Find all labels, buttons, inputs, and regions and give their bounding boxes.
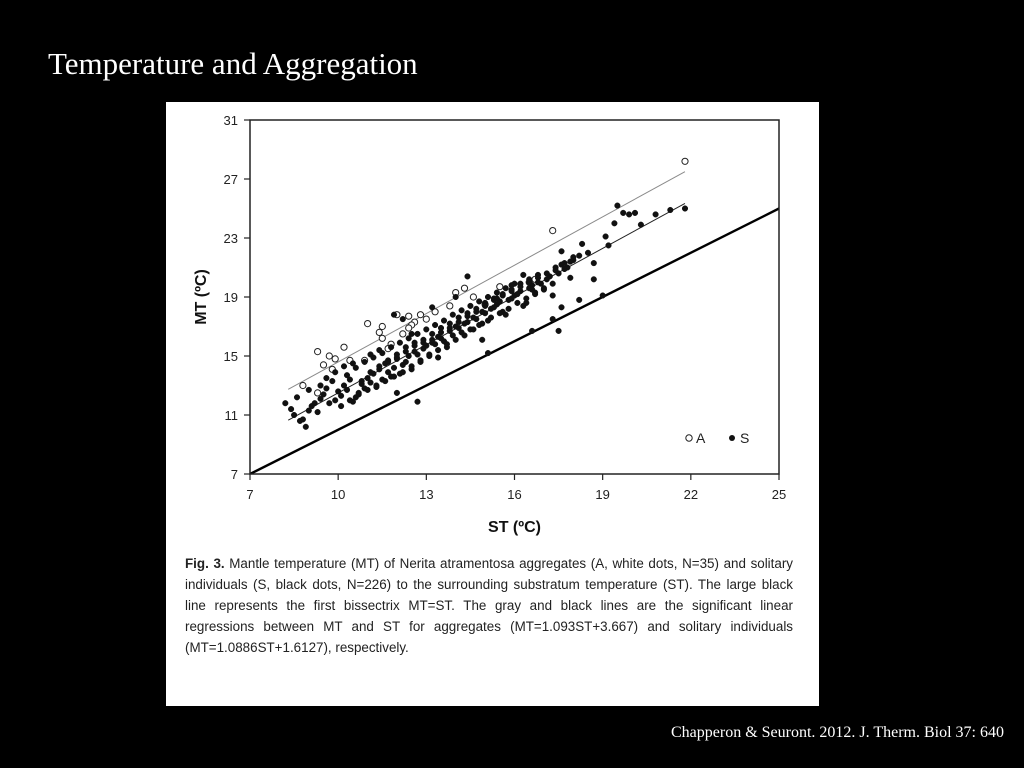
data-point-s bbox=[468, 303, 474, 309]
data-point-s bbox=[432, 322, 438, 328]
citation: Chapperon & Seuront. 2012. J. Therm. Biol 37: 640 bbox=[670, 724, 1004, 741]
data-point-s bbox=[412, 343, 418, 349]
chart-points-layer bbox=[283, 158, 689, 429]
data-point-s bbox=[515, 300, 521, 306]
x-tick-label: 10 bbox=[330, 487, 346, 502]
data-point-s bbox=[562, 266, 568, 272]
data-point-s bbox=[409, 331, 415, 337]
legend-a-label: A bbox=[696, 430, 706, 446]
data-point-s bbox=[541, 285, 547, 291]
data-point-s bbox=[479, 337, 485, 343]
data-point-s bbox=[568, 275, 574, 281]
data-point-s bbox=[394, 390, 400, 396]
legend-s-label: S bbox=[740, 430, 750, 446]
legend-a-marker bbox=[686, 435, 692, 441]
data-point-s bbox=[529, 287, 535, 293]
data-point-s bbox=[306, 387, 312, 393]
data-point-s bbox=[606, 243, 612, 249]
data-point-s bbox=[509, 288, 515, 294]
x-tick-label: 13 bbox=[419, 487, 434, 502]
data-point-s bbox=[600, 293, 606, 299]
data-point-s bbox=[632, 210, 638, 216]
data-point-a bbox=[320, 362, 326, 368]
data-point-s bbox=[368, 352, 374, 358]
data-point-s bbox=[488, 315, 494, 321]
figure-caption bbox=[185, 553, 793, 658]
data-point-s bbox=[421, 340, 427, 346]
data-point-s bbox=[615, 203, 621, 209]
data-point-s bbox=[579, 241, 585, 247]
data-point-s bbox=[291, 412, 297, 418]
data-point-s bbox=[612, 221, 618, 227]
y-tick-label: 27 bbox=[223, 172, 238, 187]
data-point-a bbox=[332, 356, 338, 362]
data-point-a bbox=[550, 228, 556, 234]
x-tick-label: 25 bbox=[771, 487, 787, 502]
data-point-a bbox=[461, 285, 467, 291]
data-point-s bbox=[479, 309, 485, 315]
data-point-s bbox=[377, 347, 383, 353]
data-point-s bbox=[465, 313, 471, 319]
chart-lines-layer bbox=[250, 172, 779, 474]
data-point-s bbox=[474, 316, 480, 322]
data-point-s bbox=[571, 254, 577, 260]
data-point-s bbox=[391, 312, 397, 318]
data-point-s bbox=[385, 359, 391, 365]
data-point-s bbox=[620, 210, 626, 216]
data-point-s bbox=[441, 318, 447, 324]
data-point-s bbox=[526, 280, 532, 286]
data-point-s bbox=[503, 312, 509, 318]
data-point-s bbox=[309, 403, 315, 409]
data-point-s bbox=[294, 395, 300, 401]
data-point-a bbox=[341, 344, 347, 350]
data-point-s bbox=[485, 294, 491, 300]
data-point-s bbox=[382, 378, 388, 384]
x-axis-label: ST (ºC) bbox=[488, 519, 541, 536]
data-point-s bbox=[374, 383, 380, 389]
data-point-s bbox=[591, 260, 597, 266]
data-point-a bbox=[326, 353, 332, 359]
data-point-s bbox=[559, 249, 565, 255]
data-point-a bbox=[682, 158, 688, 164]
data-point-s bbox=[456, 325, 462, 331]
data-point-s bbox=[347, 398, 353, 404]
data-point-s bbox=[400, 316, 406, 322]
data-point-s bbox=[494, 296, 500, 302]
data-point-s bbox=[444, 341, 450, 347]
data-point-s bbox=[576, 253, 582, 259]
data-point-s bbox=[509, 296, 515, 302]
data-point-s bbox=[462, 321, 468, 327]
data-point-a bbox=[379, 335, 385, 341]
caption-lead: Fig. 3. bbox=[185, 556, 225, 571]
data-point-a bbox=[470, 294, 476, 300]
data-point-s bbox=[338, 403, 344, 409]
data-point-s bbox=[403, 359, 409, 365]
data-point-s bbox=[303, 424, 309, 430]
data-point-s bbox=[321, 392, 327, 398]
data-point-a bbox=[376, 329, 382, 335]
data-point-s bbox=[482, 303, 488, 309]
data-point-s bbox=[435, 355, 441, 361]
data-point-s bbox=[485, 350, 491, 356]
y-tick-label: 19 bbox=[223, 290, 238, 305]
data-point-s bbox=[344, 372, 350, 378]
data-point-s bbox=[409, 364, 415, 370]
data-point-s bbox=[377, 364, 383, 370]
data-point-s bbox=[529, 328, 535, 334]
data-point-a bbox=[300, 382, 306, 388]
data-point-s bbox=[491, 305, 497, 311]
data-point-s bbox=[562, 260, 568, 266]
data-point-s bbox=[638, 222, 644, 228]
data-point-s bbox=[341, 364, 347, 370]
data-point-a bbox=[365, 321, 371, 327]
data-point-s bbox=[476, 299, 482, 305]
x-tick-label: 7 bbox=[246, 487, 254, 502]
data-point-s bbox=[550, 281, 556, 287]
data-point-s bbox=[447, 325, 453, 331]
data-point-a bbox=[423, 316, 429, 322]
data-point-s bbox=[391, 365, 397, 371]
data-point-s bbox=[394, 355, 400, 361]
data-point-s bbox=[668, 207, 674, 213]
data-point-s bbox=[515, 291, 521, 297]
data-point-s bbox=[332, 398, 338, 404]
data-point-s bbox=[365, 387, 371, 393]
data-point-s bbox=[415, 399, 421, 405]
data-point-s bbox=[506, 306, 512, 312]
data-point-s bbox=[315, 409, 321, 415]
data-point-s bbox=[338, 393, 344, 399]
data-point-s bbox=[450, 312, 456, 318]
y-tick-label: 23 bbox=[223, 231, 238, 246]
data-point-s bbox=[462, 333, 468, 339]
caption-text: Mantle temperature (MT) of Nerita atramentosa aggregates (A, white dots, N=35) and solitary individuals (S, black dots, N=226) to the surrounding substratum temperature (ST). The large black line represents the first bissectrix MT=ST. The gray and black lines are the significant linear regressions between MT and ST for aggregates (MT=1.093ST+3.667) and solitary individuals (MT=1.0886ST+1.6127), respectively. bbox=[185, 556, 793, 655]
data-point-s bbox=[421, 346, 427, 352]
data-point-s bbox=[391, 374, 397, 380]
y-axis-label: MT (ºC) bbox=[193, 269, 210, 325]
data-point-a bbox=[406, 313, 412, 319]
data-point-s bbox=[429, 331, 435, 337]
data-point-s bbox=[556, 271, 562, 277]
data-point-s bbox=[438, 330, 444, 336]
data-point-s bbox=[453, 294, 459, 300]
data-point-s bbox=[438, 336, 444, 342]
x-tick-label: 19 bbox=[595, 487, 610, 502]
scatter-chart bbox=[166, 102, 819, 552]
data-point-s bbox=[332, 369, 338, 375]
data-point-s bbox=[521, 272, 527, 278]
data-point-s bbox=[368, 369, 374, 375]
figure-panel bbox=[166, 102, 819, 706]
data-point-s bbox=[359, 378, 365, 384]
data-point-s bbox=[553, 265, 559, 271]
slide-title: Temperature and Aggregation bbox=[48, 46, 418, 81]
data-point-s bbox=[330, 378, 336, 384]
data-point-s bbox=[459, 308, 465, 314]
data-point-s bbox=[653, 212, 659, 218]
x-tick-label: 16 bbox=[507, 487, 522, 502]
data-point-a bbox=[315, 349, 321, 355]
data-point-s bbox=[283, 400, 289, 406]
data-point-a bbox=[379, 323, 385, 329]
y-tick-label: 11 bbox=[224, 408, 238, 423]
data-point-s bbox=[544, 277, 550, 283]
x-tick-label: 22 bbox=[683, 487, 699, 502]
data-point-a bbox=[400, 331, 406, 337]
data-point-s bbox=[318, 383, 324, 389]
data-point-s bbox=[344, 387, 350, 393]
data-point-s bbox=[456, 319, 462, 325]
data-point-s bbox=[585, 250, 591, 256]
data-point-s bbox=[591, 277, 597, 283]
data-point-s bbox=[300, 417, 306, 423]
data-point-a bbox=[417, 312, 423, 318]
data-point-s bbox=[397, 340, 403, 346]
data-point-s bbox=[509, 282, 515, 288]
data-point-s bbox=[471, 327, 477, 333]
legend-s-marker bbox=[729, 435, 735, 441]
y-tick-label: 7 bbox=[230, 467, 238, 482]
data-point-s bbox=[524, 296, 530, 302]
data-point-s bbox=[427, 352, 433, 358]
data-point-s bbox=[350, 361, 356, 367]
data-point-a bbox=[497, 284, 503, 290]
data-point-s bbox=[497, 310, 503, 316]
data-point-s bbox=[418, 358, 424, 364]
data-point-s bbox=[535, 275, 541, 281]
data-point-s bbox=[415, 352, 421, 358]
data-point-s bbox=[474, 309, 480, 315]
data-point-s bbox=[556, 328, 562, 334]
data-point-s bbox=[576, 297, 582, 303]
data-point-s bbox=[327, 400, 333, 406]
data-point-s bbox=[544, 271, 550, 277]
data-point-s bbox=[415, 331, 421, 337]
data-point-s bbox=[388, 344, 394, 350]
data-point-s bbox=[324, 375, 330, 381]
data-point-s bbox=[288, 406, 294, 412]
data-point-s bbox=[435, 347, 441, 353]
data-point-s bbox=[559, 305, 565, 311]
data-point-s bbox=[603, 234, 609, 240]
data-point-s bbox=[626, 212, 632, 218]
data-point-s bbox=[550, 316, 556, 322]
data-point-s bbox=[429, 337, 435, 343]
data-point-s bbox=[503, 285, 509, 291]
data-point-s bbox=[479, 321, 485, 327]
y-tick-label: 31 bbox=[223, 113, 238, 128]
regression-line-1 bbox=[288, 172, 685, 390]
data-point-s bbox=[324, 386, 330, 392]
data-point-s bbox=[500, 293, 506, 299]
data-point-s bbox=[521, 303, 527, 309]
data-point-s bbox=[550, 293, 556, 299]
data-point-a bbox=[447, 303, 453, 309]
y-tick-label: 15 bbox=[223, 349, 238, 364]
data-point-s bbox=[682, 206, 688, 212]
data-point-s bbox=[385, 369, 391, 375]
data-point-s bbox=[403, 349, 409, 355]
data-point-a bbox=[315, 390, 321, 396]
chart-legend bbox=[686, 430, 750, 446]
data-point-s bbox=[368, 380, 374, 386]
data-point-s bbox=[400, 369, 406, 375]
data-point-s bbox=[356, 392, 362, 398]
data-point-s bbox=[465, 274, 471, 280]
data-point-a bbox=[406, 325, 412, 331]
data-point-s bbox=[429, 305, 435, 311]
data-point-s bbox=[424, 327, 430, 333]
data-point-s bbox=[518, 284, 524, 290]
data-point-s bbox=[453, 337, 459, 343]
data-point-s bbox=[494, 290, 500, 296]
data-point-s bbox=[362, 359, 368, 365]
